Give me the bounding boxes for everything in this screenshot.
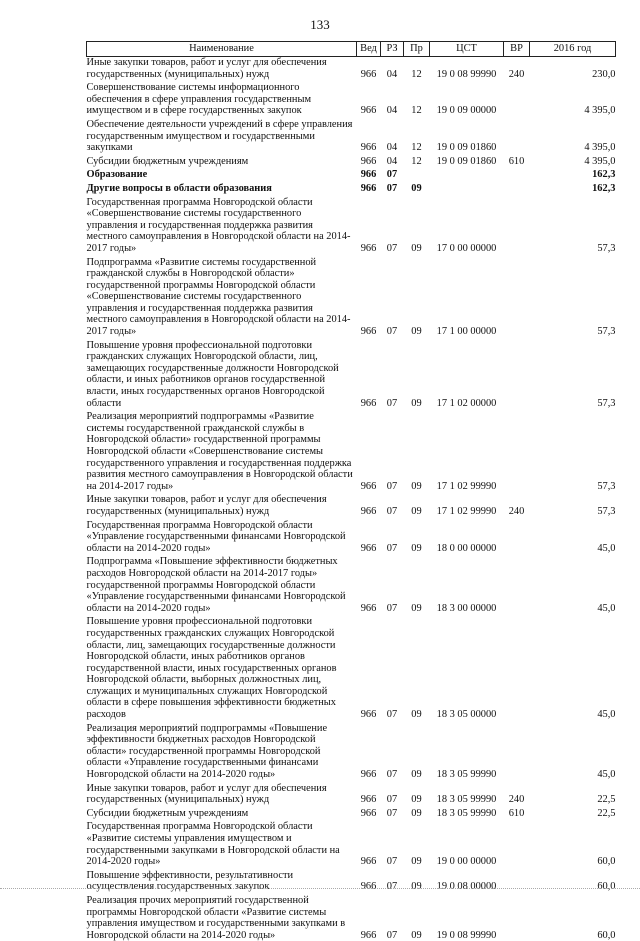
cell-sum: 57,3	[597, 397, 616, 409]
cell-sum: 57,3	[597, 505, 616, 517]
cell-pr: 09	[411, 480, 422, 492]
cell-vr	[504, 409, 530, 492]
cell-sum: 22,5	[597, 807, 616, 819]
cell-sum: 162,3	[592, 169, 616, 181]
cell-rz: 04	[386, 155, 398, 167]
table-row	[87, 492, 616, 517]
cell-sum: 57,3	[597, 480, 616, 492]
cell-rz: 07	[386, 397, 398, 409]
cell-pr: 12	[411, 105, 422, 117]
cell-rz: 07	[386, 807, 398, 819]
table-row	[87, 554, 616, 614]
cell-cst: 17 0 00 00000	[436, 242, 497, 254]
cell-name: Субсидии бюджетным учреждениям	[86, 807, 249, 819]
cell-cst: 19 0 00 00000	[436, 856, 497, 868]
cell-rz: 07	[386, 602, 398, 614]
cell-rz: 07	[386, 794, 398, 806]
cell-vr: 240	[508, 68, 525, 80]
cell-ved: 966	[360, 769, 377, 781]
cell-rz: 07	[386, 542, 398, 554]
cell-cst: 19 0 09 01860	[436, 155, 497, 167]
cell-name: Подпрограмма «Развитие системы государственной гражданской службы в Новгородской области» государственной программы Новгородской области «Совершенствование системы государственного управления и государственная поддержка развития местного самоуправления в Новгородской области на 2014-2017 годы»	[86, 256, 351, 338]
cell-vr	[504, 721, 530, 781]
cell-name: Повышение уровня профессиональной подготовки государственных гражданских служащих Новгородской области, лиц, замещающих государственные должности Новгородской области, иных работников органов государственной власти, иных государственных органов Новгородской области, выборных должностных лиц, служащих и муниципальных служащих Новгородской области в сфере повышения эффективности бюджетных расходов	[86, 616, 337, 721]
cell-cst: 19 0 08 99990	[436, 68, 497, 80]
cell-pr: 09	[411, 709, 422, 721]
cell-rz: 07	[386, 881, 398, 893]
table-row	[87, 721, 616, 781]
cell-sum: 162,3	[592, 182, 616, 194]
cell-name: Реализация мероприятий подпрограммы «Развитие системы государственной гражданской службы в Новгородской области» государственной программы Новгородской области «Совершенствование системы государственного управления и государственная поддержка развития местного самоуправления в Новгородской области на 2014-2017 годы»	[86, 411, 353, 492]
budget-table	[86, 41, 616, 941]
cell-sum: 45,0	[597, 602, 616, 614]
cell-vr	[504, 255, 530, 338]
cell-sum: 57,3	[597, 326, 616, 338]
cell-vr	[504, 614, 530, 720]
cell-name: Государственная программа Новгородской области «Развитие системы управления имуществом и государственными закупками в Новгородской области на 2014-2020 годы»	[86, 821, 340, 868]
table-row	[87, 806, 616, 820]
cell-rz: 07	[386, 182, 398, 194]
table-row	[87, 614, 616, 720]
cell-ved: 966	[360, 480, 377, 492]
cell-cst: 18 3 00 00000	[436, 602, 497, 614]
cell-name: Совершенствование системы информационного обеспечения в сфере управления государственным имуществом и в сфере государственных закупок	[86, 82, 312, 117]
cell-vr: 240	[508, 505, 525, 517]
scan-edge	[0, 888, 640, 893]
cell-ved: 966	[360, 182, 377, 194]
cell-vr	[504, 554, 530, 614]
cell-name: Повышение уровня профессиональной подготовки гражданских служащих Новгородской области, лиц, замещающих государственные должности Новгородской области, и иных работников органов государственной власти, иных государственных органов Новгородской области	[86, 339, 339, 409]
cell-vr	[504, 518, 530, 555]
cell-pr: 12	[411, 68, 422, 80]
cell-pr: 09	[411, 769, 422, 781]
cell-pr: 09	[411, 602, 422, 614]
cell-pr: 09	[411, 794, 422, 806]
header-year: 2016 год	[530, 42, 616, 57]
cell-rz: 07	[386, 505, 398, 517]
cell-sum: 45,0	[597, 769, 616, 781]
cell-sum: 4 395,0	[584, 142, 616, 154]
cell-sum: 45,0	[597, 542, 616, 554]
header-vr: ВР	[504, 42, 530, 57]
cell-name: Иные закупки товаров, работ и услуг для обеспечения государственных (муниципальных) нужд	[86, 782, 327, 806]
cell-name: Реализация прочих мероприятий государственной программы Новгородской области «Развитие системы управления имуществом и государственными закупками в Новгородской области на 2014-2020 годы»	[86, 894, 346, 941]
cell-rz: 07	[386, 929, 398, 941]
cell-cst: 19 0 08 00000	[436, 881, 497, 893]
cell-cst: 18 3 05 99990	[436, 794, 497, 806]
cell-cst: 17 1 00 00000	[436, 326, 497, 338]
cell-cst: 19 0 09 01860	[436, 142, 497, 154]
cell-rz: 07	[386, 709, 398, 721]
cell-rz: 04	[386, 105, 398, 117]
cell-rz: 07	[386, 169, 398, 181]
table-row	[87, 338, 616, 410]
cell-cst: 18 3 05 99990	[436, 807, 497, 819]
cell-name: Другие вопросы в области образования	[86, 182, 272, 194]
cell-ved: 966	[360, 105, 377, 117]
cell-ved: 966	[360, 326, 377, 338]
cell-ved: 966	[360, 505, 377, 517]
cell-cst	[430, 167, 504, 181]
table-row	[87, 195, 616, 255]
cell-rz: 04	[386, 68, 398, 80]
cell-name: Образование	[86, 169, 148, 181]
cell-name: Иные закупки товаров, работ и услуг для обеспечения государственных (муниципальных) нужд	[86, 57, 327, 80]
cell-rz: 07	[386, 326, 398, 338]
cell-ved: 966	[360, 155, 377, 167]
cell-name: Государственная программа Новгородской области «Совершенствование системы государственного управления и государственная поддержка развития местного самоуправления в Новгородской области на 2014-2017 годы»	[86, 196, 351, 254]
table-row	[87, 181, 616, 195]
cell-sum: 4 395,0	[584, 155, 616, 167]
cell-pr: 12	[411, 155, 422, 167]
cell-pr: 09	[411, 505, 422, 517]
header-ved: Вед	[357, 42, 381, 57]
cell-ved: 966	[360, 397, 377, 409]
header-pr: Пр	[404, 42, 430, 57]
cell-vr: 610	[508, 155, 525, 167]
cell-sum: 57,3	[597, 242, 616, 254]
table-row	[87, 154, 616, 168]
cell-pr: 09	[411, 881, 422, 893]
cell-sum: 45,0	[597, 709, 616, 721]
cell-ved: 966	[360, 142, 377, 154]
cell-sum: 22,5	[597, 794, 616, 806]
page-number: 133	[310, 17, 330, 32]
cell-ved: 966	[360, 929, 377, 941]
cell-vr	[504, 338, 530, 410]
cell-name: Иные закупки товаров, работ и услуг для обеспечения государственных (муниципальных) нужд	[86, 494, 327, 517]
cell-vr	[504, 819, 530, 867]
cell-name: Государственная программа Новгородской области «Управление государственными финансами Новгородской области на 2014-2020 годы»	[86, 519, 346, 554]
cell-ved: 966	[360, 709, 377, 721]
table-row	[87, 893, 616, 941]
cell-ved: 966	[360, 602, 377, 614]
cell-sum: 4 395,0	[584, 105, 616, 117]
cell-vr	[504, 167, 530, 181]
cell-rz: 07	[386, 242, 398, 254]
cell-pr: 09	[411, 326, 422, 338]
cell-name: Реализация мероприятий подпрограммы «Повышение эффективности бюджетных расходов Новгородской области» государственной программы Новгородской области «Управление государственными финансами Новгородской области на 2014-2020 годы»	[86, 722, 328, 781]
cell-pr: 12	[411, 142, 422, 154]
cell-name: Повышение эффективности, результативности осуществления государственных закупок	[86, 869, 294, 893]
cell-cst: 17 1 02 99990	[436, 480, 497, 492]
cell-ved: 966	[360, 68, 377, 80]
header-name: Наименование	[87, 42, 357, 57]
cell-ved: 966	[360, 856, 377, 868]
cell-cst: 18 3 05 00000	[436, 709, 497, 721]
cell-sum: 60,0	[597, 881, 616, 893]
cell-name: Субсидии бюджетным учреждениям	[86, 155, 249, 167]
cell-cst: 17 1 02 99990	[436, 505, 497, 517]
cell-ved: 966	[360, 807, 377, 819]
cell-sum: 60,0	[597, 856, 616, 868]
cell-rz: 04	[386, 142, 398, 154]
table-header-row	[87, 42, 616, 57]
cell-vr	[504, 117, 530, 154]
cell-pr: 09	[411, 397, 422, 409]
cell-vr: 240	[508, 794, 525, 806]
cell-cst: 19 0 08 99990	[436, 929, 497, 941]
table-row	[87, 117, 616, 154]
table-row	[87, 80, 616, 117]
cell-pr: 09	[411, 807, 422, 819]
cell-sum: 230,0	[592, 68, 616, 80]
cell-cst: 18 0 00 00000	[436, 542, 497, 554]
cell-vr	[504, 80, 530, 117]
cell-cst: 17 1 02 00000	[436, 397, 497, 409]
cell-name: Подпрограмма «Повышение эффективности бюджетных расходов Новгородской области на 2014-2017 годы» государственной программы Новгородской области «Управление государственными финансами Новгородской области на 2014-2020 годы»	[86, 556, 346, 614]
table-row	[87, 167, 616, 181]
cell-ved: 966	[360, 169, 377, 181]
table-row	[87, 819, 616, 867]
cell-vr	[504, 195, 530, 255]
cell-ved: 966	[360, 242, 377, 254]
cell-rz: 07	[386, 856, 398, 868]
cell-cst: 19 0 09 00000	[436, 105, 497, 117]
table-row	[87, 255, 616, 338]
cell-cst: 18 3 05 99990	[436, 769, 497, 781]
cell-pr: 09	[411, 929, 422, 941]
cell-rz: 07	[386, 480, 398, 492]
cell-pr: 09	[411, 242, 422, 254]
header-cst: ЦСТ	[430, 42, 504, 57]
cell-ved: 966	[360, 542, 377, 554]
cell-name: Обеспечение деятельности учреждений в сфере управления государственным имуществом и государственными закупками	[86, 118, 353, 154]
cell-vr	[504, 893, 530, 941]
table-row	[87, 518, 616, 555]
cell-sum: 60,0	[597, 929, 616, 941]
cell-ved: 966	[360, 881, 377, 893]
cell-ved: 966	[360, 794, 377, 806]
cell-pr: 09	[411, 856, 422, 868]
cell-pr: 09	[411, 542, 422, 554]
cell-pr	[404, 167, 430, 181]
cell-vr	[504, 181, 530, 195]
table-row	[87, 781, 616, 806]
cell-cst	[430, 181, 504, 195]
cell-pr: 09	[411, 182, 422, 194]
cell-rz: 07	[386, 769, 398, 781]
table-row	[87, 409, 616, 492]
header-rz: РЗ	[381, 42, 404, 57]
table-row	[87, 57, 616, 81]
cell-vr: 610	[508, 807, 525, 819]
